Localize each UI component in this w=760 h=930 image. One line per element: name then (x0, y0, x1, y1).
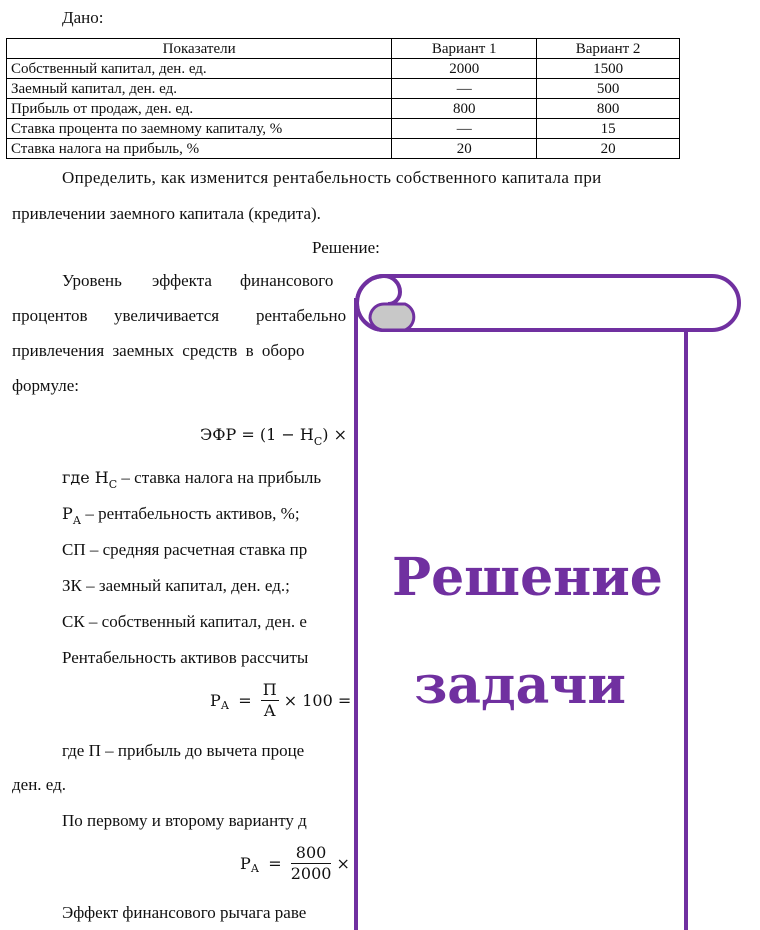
table-cell: Заемный капитал, ден. ед. (7, 79, 392, 99)
formula-symbol: Р (240, 854, 251, 873)
table-cell: 1500 (537, 59, 680, 79)
def-text: – ставка налога на прибыль (117, 468, 322, 487)
given-heading: Дано: (62, 8, 104, 27)
header-variant-2: Вариант 2 (537, 39, 680, 59)
para1-line-4: формуле: (12, 376, 80, 395)
table-cell: 20 (392, 139, 537, 159)
formula-equals: = (268, 854, 282, 873)
fraction-numerator: 800 (291, 843, 332, 864)
table-cell: 15 (537, 119, 680, 139)
scroll-body (356, 300, 686, 930)
para1-word: рентабельно (256, 306, 347, 325)
task-line-1: Определить, как изменится рентабельность собственного капитала при (62, 168, 602, 187)
variants-line: По первому и второму варианту д (62, 811, 307, 830)
def-symbol: где Н (62, 468, 109, 487)
table-cell: — (392, 79, 537, 99)
formula-subscript: А (220, 699, 230, 712)
formula-tail: × (336, 854, 350, 873)
header-indicator: Показатели (7, 39, 392, 59)
formula-equals: = (238, 691, 252, 710)
def-avg-rate: СП – средняя расчетная ставка пр (62, 540, 308, 559)
task-line-2: привлечении заемного капитала (кредита). (12, 204, 321, 223)
table-cell: Прибыль от продаж, ден. ед. (7, 99, 392, 119)
def-text: – рентабельность активов, %; (81, 504, 300, 523)
fraction-numerator: П (262, 680, 277, 699)
table-cell: Ставка процента по заемному капиталу, % (7, 119, 392, 139)
fraction-denominator: 2000 (290, 864, 332, 883)
overlay-title-line-1: Решение (392, 547, 663, 608)
table-cell: 500 (537, 79, 680, 99)
formula-symbol: Р (210, 691, 221, 710)
def-own-capital: СК – собственный капитал, ден. е (62, 612, 307, 631)
para1-line-3: привлечения заемных средств в оборо (12, 341, 305, 360)
def-borrowed-capital: ЗК – заемный капитал, ден. ед.; (62, 576, 290, 595)
para1-word: финансового (240, 271, 334, 290)
overlay-title-line-2: задачи (414, 655, 626, 716)
def-symbol: Р (62, 504, 73, 523)
table-cell: — (392, 119, 537, 139)
para1-word: процентов (12, 306, 88, 325)
formula-efr-text: ЭФР = (1 − Н (200, 425, 314, 444)
table-cell: 2000 (392, 59, 537, 79)
effect-line: Эффект финансового рычага раве (62, 903, 307, 922)
profit-def-line-1: где П – прибыль до вычета проце (62, 741, 305, 760)
roa-intro: Рентабельность активов рассчиты (62, 648, 309, 667)
para1-word: увеличивается (114, 306, 220, 325)
para1-word: эффекта (152, 271, 212, 290)
table-cell: Собственный капитал, ден. ед. (7, 59, 392, 79)
para1-word: Уровень (62, 271, 122, 290)
table-cell: Ставка налога на прибыль, % (7, 139, 392, 159)
scroll-curl-shade (370, 304, 414, 330)
formula-tail: × 100 = (283, 691, 352, 710)
table-cell: 800 (392, 99, 537, 119)
header-variant-1: Вариант 1 (392, 39, 537, 59)
formula-subscript: А (250, 862, 260, 875)
def-subscript: С (108, 478, 118, 491)
def-subscript: А (72, 514, 82, 527)
formula-efr-sub: С (313, 435, 323, 448)
solution-heading: Решение: (312, 238, 380, 257)
profit-def-line-2: ден. ед. (12, 775, 67, 794)
table-cell: 800 (537, 99, 680, 119)
formula-efr-tail: ) × (322, 425, 347, 444)
table-cell: 20 (537, 139, 680, 159)
fraction-denominator: А (263, 701, 276, 720)
